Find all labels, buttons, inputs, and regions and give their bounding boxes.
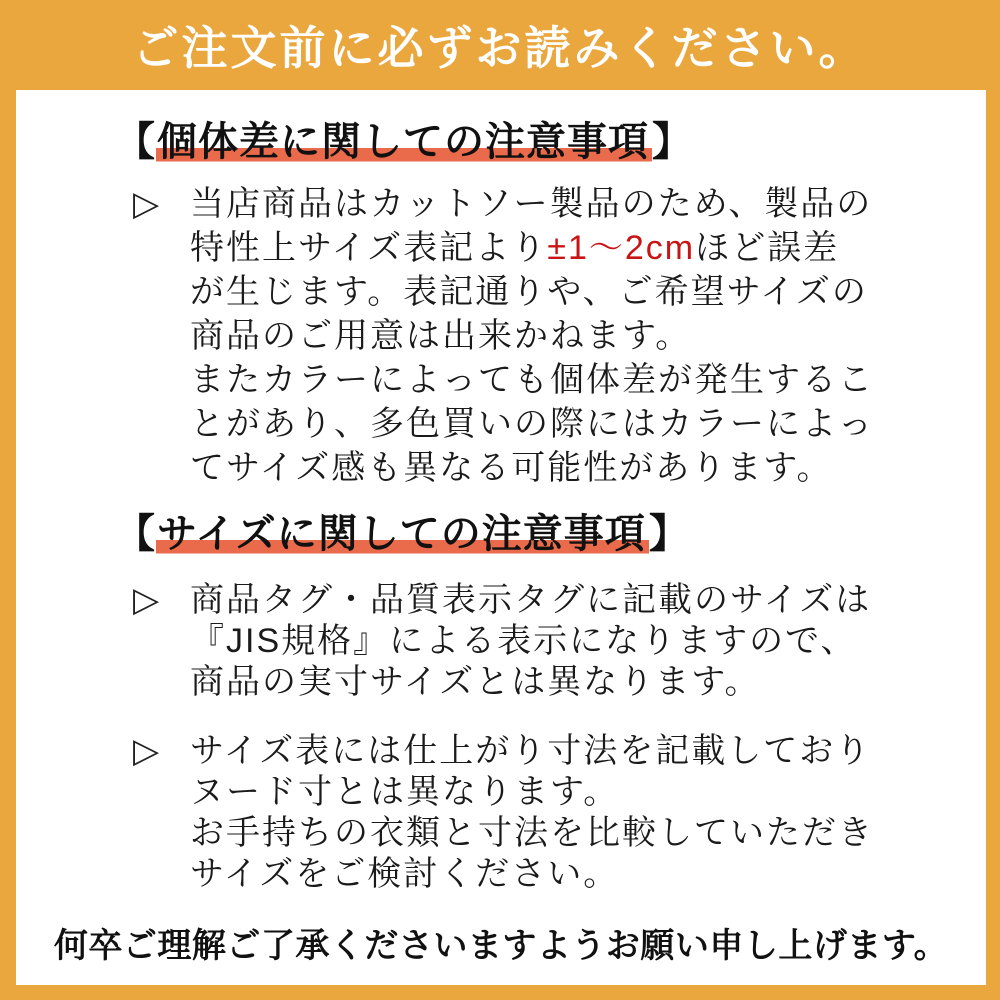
note-text	[190, 731, 874, 895]
text-line: サイズをご検討ください。	[190, 855, 620, 893]
text-line: 商品のご用意は出来かねます。	[190, 317, 692, 355]
text-line: 商品タグ・品質表示タグに記載のサイズは	[190, 581, 872, 619]
text-line: 『JIS規格』による表示になりますので、	[190, 622, 857, 660]
note-text	[190, 580, 871, 703]
banner-title: ご注文前に必ずお読みください。	[132, 22, 868, 74]
text-line: ほど誤差	[695, 229, 840, 267]
note-text	[190, 182, 874, 490]
section-title-underlined: サイズに関しての注意事項	[156, 512, 649, 556]
section-heading-individual-differences	[115, 116, 958, 168]
text-line: またカラーによっても個体差が発生するこ	[190, 361, 874, 399]
bracket-open: 【	[115, 512, 156, 556]
triangle-bullet-icon: ▷	[133, 732, 160, 770]
bracket-open: 【	[115, 120, 156, 164]
footer-note-text: 何卒ご理解ご了承くださいますようお願い申し上げます。	[53, 927, 949, 965]
note-item-size-tolerance	[133, 182, 958, 490]
notice-body	[16, 90, 986, 895]
section-title-underlined: 個体差に関しての注意事項	[156, 120, 652, 164]
triangle-bullet-icon: ▷	[133, 185, 160, 223]
bracket-close: 】	[652, 120, 693, 164]
footer-note	[16, 925, 986, 967]
content-area	[16, 90, 986, 985]
top-banner	[0, 0, 1000, 90]
text-line: が生じます。表記通りや、ご希望サイズの	[190, 273, 868, 311]
text-line: お手持ちの衣類と寸法を比較していただき	[190, 814, 874, 852]
tolerance-highlight: ±1〜2cm	[547, 229, 696, 267]
text-line: 商品の実寸サイズとは異なります。	[190, 663, 761, 701]
text-line: サイズ表には仕上がり寸法を記載しており	[190, 732, 872, 770]
text-line: 当店商品はカットソー製品のため、製品の	[190, 185, 873, 223]
text-line: てサイズ感も異なる可能性があります。	[190, 449, 833, 487]
triangle-bullet-icon: ▷	[133, 581, 160, 619]
text-line: ヌード寸とは異なります。	[190, 773, 620, 811]
text-line: とがあり、多色買いの際にはカラーによっ	[190, 405, 874, 443]
bracket-close: 】	[648, 512, 690, 556]
note-item-finished-measurements	[133, 731, 958, 895]
section-heading-size-notes	[115, 508, 958, 560]
text-line: 特性上サイズ表記より	[190, 229, 548, 267]
note-item-jis-standard	[133, 580, 958, 703]
